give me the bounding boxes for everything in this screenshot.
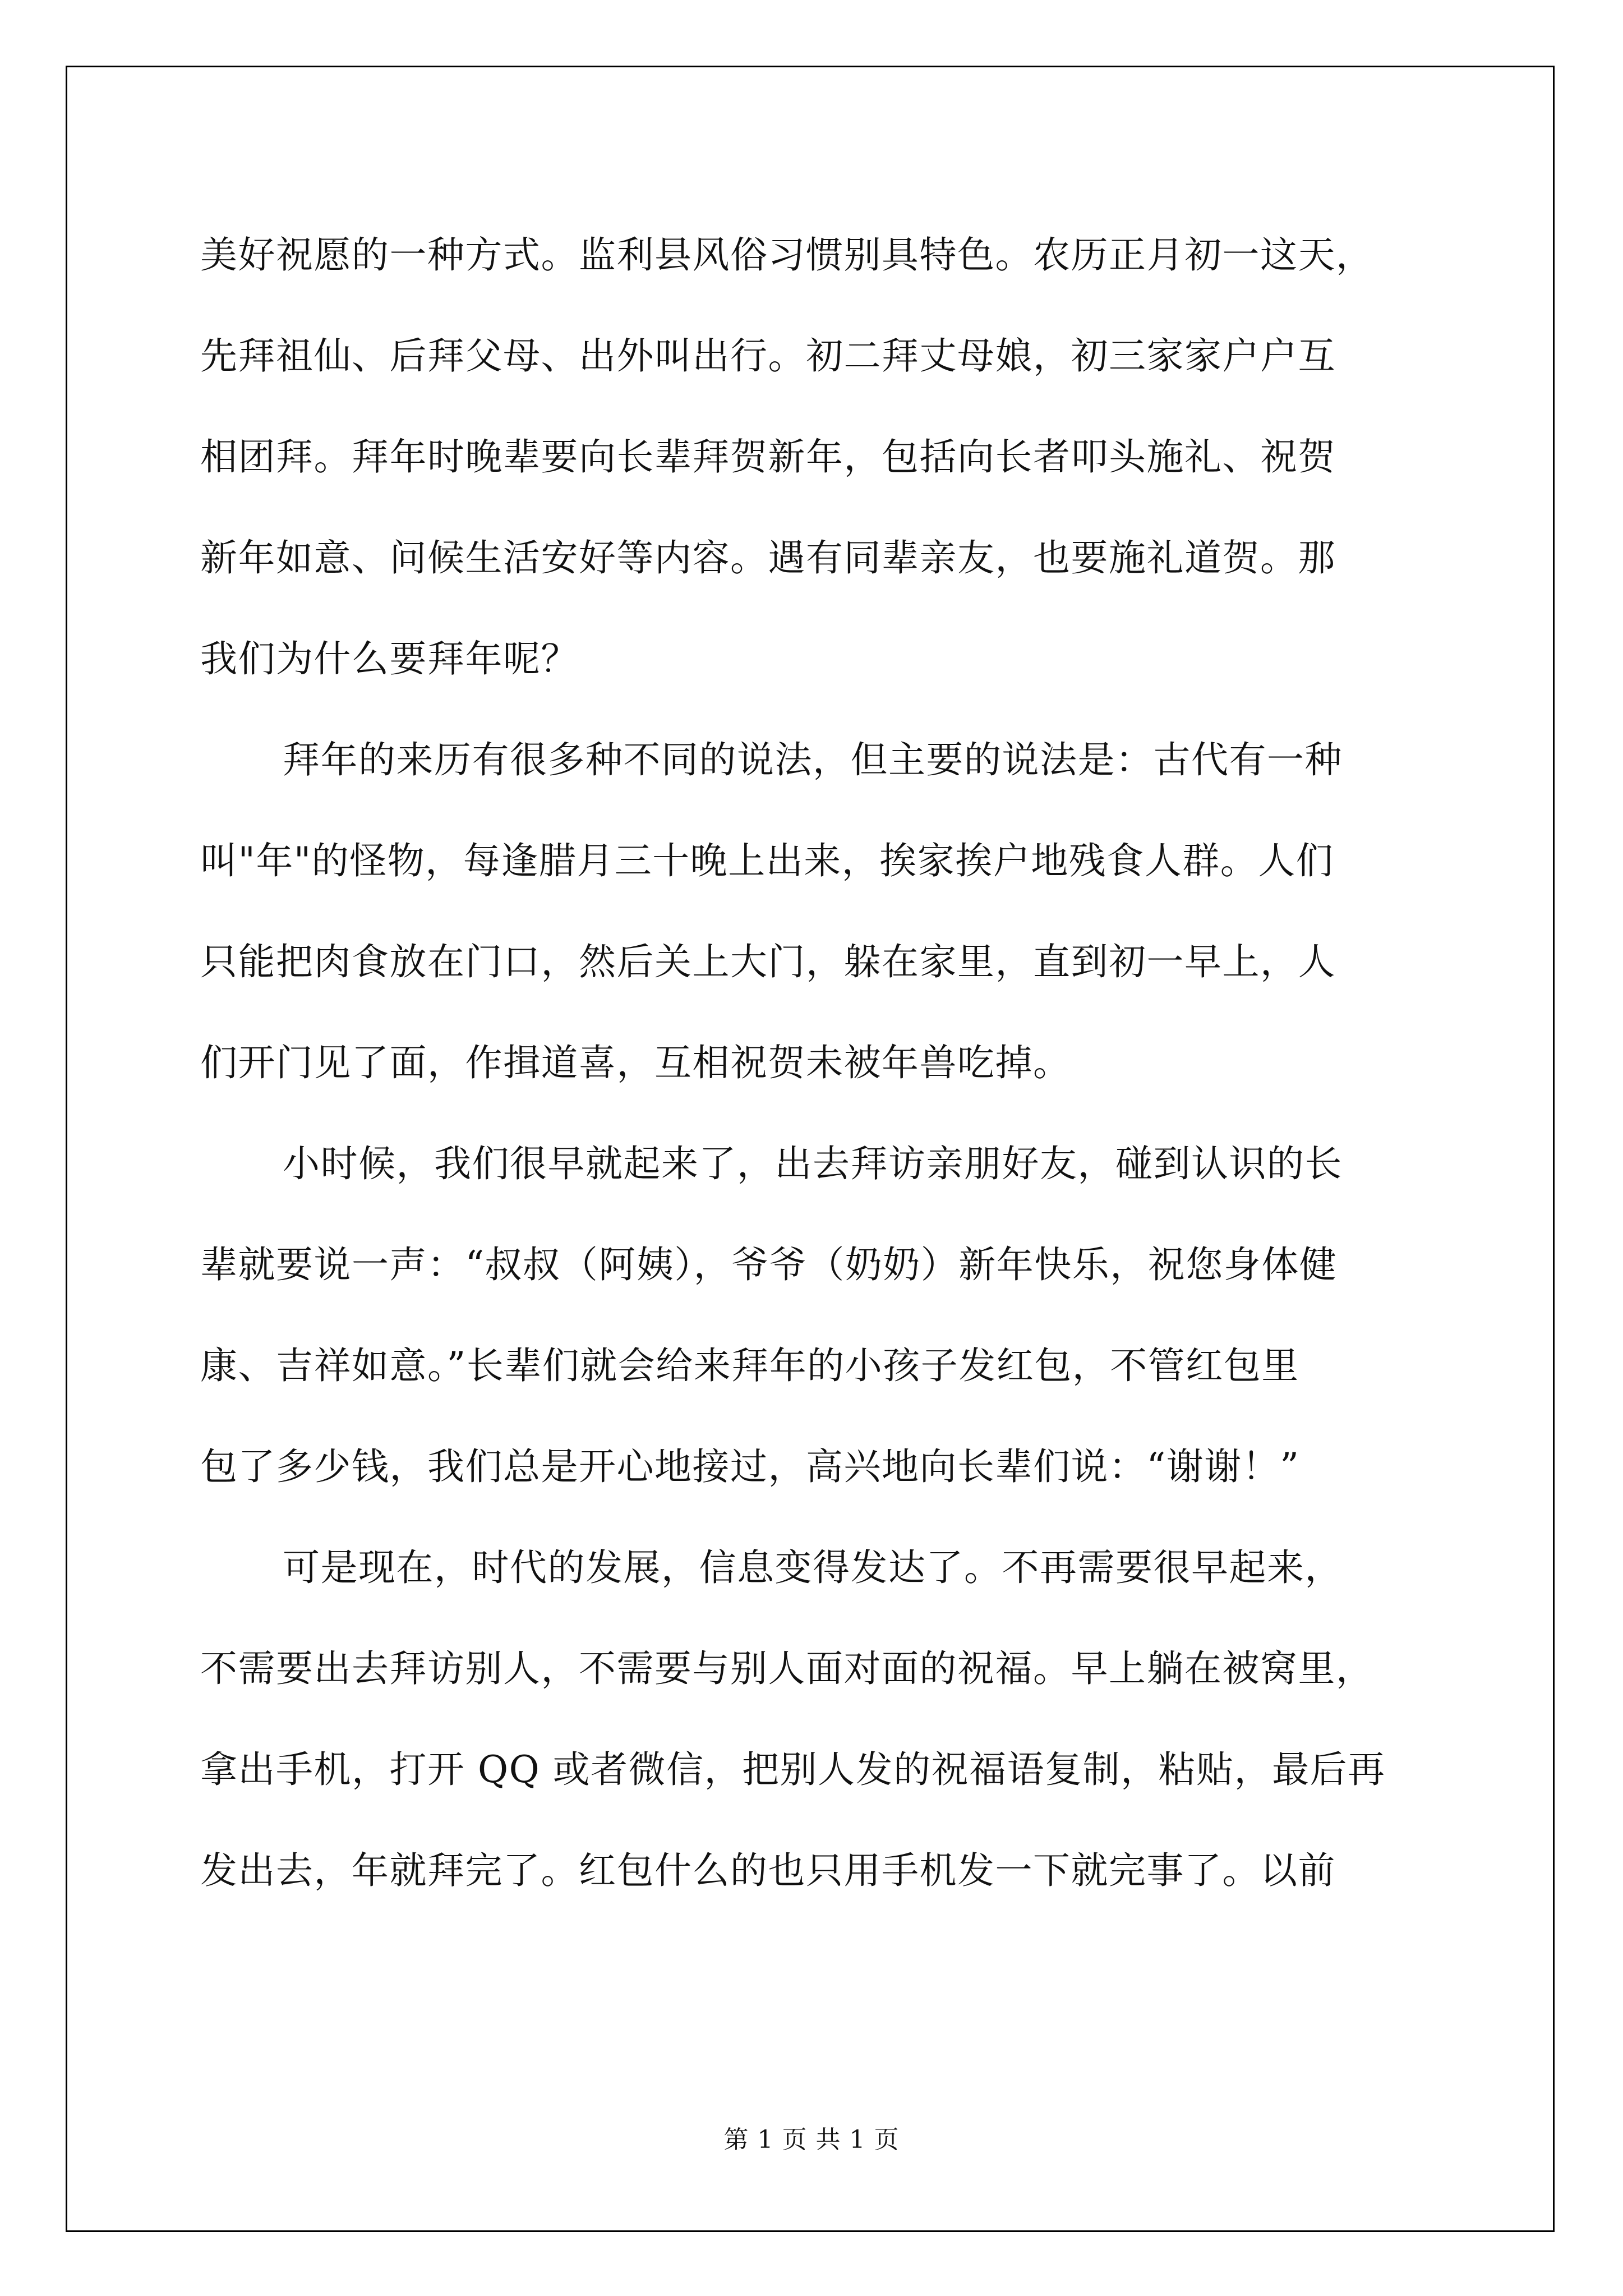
page-footer: 第 1 页 共 1 页 xyxy=(723,2125,900,2154)
text-line: 相团拜。拜年时晚辈要向长辈拜贺新年，包括向长者叩头施礼、祝贺 xyxy=(200,435,1336,478)
document-body xyxy=(200,205,1434,1921)
paragraph-4 xyxy=(200,1517,1434,1921)
text-line: 可是现在，时代的发展，信息变得发达了。不再需要很早起来， xyxy=(283,1546,1343,1589)
text-line: 我们为什么要拜年呢？ xyxy=(200,637,579,680)
paragraph-1 xyxy=(200,205,1434,710)
text-line: 新年如意、问候生活安好等内容。遇有同辈亲友，也要施礼道贺。那 xyxy=(200,536,1336,579)
text-line: 康、吉祥如意。”长辈们就会给来拜年的小孩子发红包，不管红包里 xyxy=(200,1344,1299,1387)
text-line: 拜年的来历有很多种不同的说法，但主要的说法是：古代有一种 xyxy=(283,738,1343,781)
paragraph-2 xyxy=(200,710,1434,1114)
text-line: 先拜祖仙、后拜父母、出外叫出行。初二拜丈母娘，初三家家户户互 xyxy=(200,334,1336,378)
text-line: 们开门见了面，作揖道喜，互相祝贺未被年兽吃掉。 xyxy=(200,1041,1071,1084)
text-line: 不需要出去拜访别人，不需要与别人面对面的祝福。早上躺在被窝里， xyxy=(200,1647,1374,1690)
text-line: 叫"年"的怪物，每逢腊月三十晚上出来，挨家挨户地残食人群。人们 xyxy=(200,839,1334,882)
text-line: 辈就要说一声：“叔叔（阿姨），爷爷（奶奶）新年快乐，祝您身体健 xyxy=(200,1243,1338,1286)
text-line: 只能把肉食放在门口，然后关上大门，躲在家里，直到初一早上，人 xyxy=(200,940,1336,983)
text-line: 发出去，年就拜完了。红包什么的也只用手机发一下就完事了。以前 xyxy=(200,1849,1336,1892)
text-line: 美好祝愿的一种方式。监利县风俗习惯别具特色。农历正月初一这天， xyxy=(200,233,1374,277)
text-line: 小时候，我们很早就起来了，出去拜访亲朋好友，碰到认识的长 xyxy=(283,1142,1343,1185)
text-line: 包了多少钱，我们总是开心地接过，高兴地向长辈们说：“谢谢！” xyxy=(200,1445,1300,1488)
paragraph-3 xyxy=(200,1114,1434,1517)
text-line: 拿出手机，打开 QQ 或者微信，把别人发的祝福语复制，粘贴，最后再 xyxy=(200,1748,1386,1791)
